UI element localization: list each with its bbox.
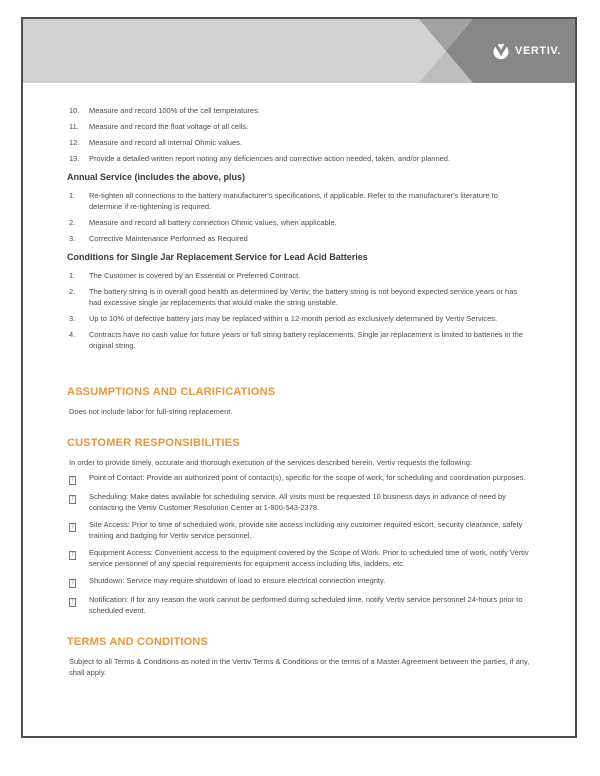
list-item-text: The battery string is in overall good health as determined by Vertiv; the battery string is not beyond expected service years or has had excessive single jar replacements that would make the string unstable. [89, 287, 518, 307]
list-item-text: Measure and record 100% of the cell temperatures. [89, 106, 260, 115]
bullet-item [69, 594, 531, 616]
bullet-text: Shutdown: Service may require shutdown of load to ensure electrical connection integrity. [89, 576, 386, 585]
document-page [21, 17, 577, 738]
list-item-text: Corrective Maintenance Performed as Required [89, 234, 248, 243]
list-item-text: Up to 10% of defective battery jars may be replaced within a 12-month period as exclusively determined by Vertiv Services. [89, 314, 498, 323]
bullet-text: Site Access: Prior to time of scheduled work, provide site access including any customer required escort, security clearance, safety training and badging for Vertiv service personnel. [89, 520, 523, 540]
list-item [69, 121, 531, 132]
list-item-number: 3. [69, 314, 76, 323]
assumptions-heading: ASSUMPTIONS AND CLARIFICATIONS [67, 386, 276, 398]
list-item-text: Measure and record all battery connection Ohmic values, when applicable. [89, 218, 337, 227]
conditions-heading: Conditions for Single Jar Replacement Service for Lead Acid Batteries [67, 252, 368, 262]
bullet-text: Point of Contact: Provide an authorized point of contact(s), specific for the scope of work, for scheduling and coordination purposes. [89, 473, 526, 482]
bullet-item [69, 575, 531, 588]
list-item-number: 1. [69, 271, 76, 280]
list-item-text: Provide a detailed written report noting any deficiencies and corrective action needed, taken, and/or planned. [89, 154, 451, 163]
list-item [69, 313, 531, 324]
bullet-text: Equipment Access: Convenient access to the equipment covered by the Scope of Work. Prior to scheduled time of work, notify Vertiv service personnel of any special requirements for equipment access including lifts, ladders, etc. [89, 548, 529, 568]
vertiv-logo-text: VERTIV. [515, 45, 561, 57]
missing-glyph-bullet-icon: ? [70, 599, 74, 605]
missing-glyph-bullet-icon: ? [70, 496, 74, 502]
list-item-number: 1. [69, 191, 76, 200]
assumptions-body: Does not include labor for full-string replacement. [69, 407, 233, 416]
vertiv-logo [492, 19, 561, 83]
terms-heading: TERMS AND CONDITIONS [67, 636, 209, 648]
bullet-marker [69, 491, 89, 513]
bullet-marker [69, 575, 89, 588]
bullet-item [69, 491, 531, 513]
bullet-item [69, 519, 531, 541]
vertiv-logo-icon [492, 42, 510, 60]
terms-body: Subject to all Terms & Conditions as noted in the Vertiv Terms & Conditions or the terms of a Master Agreement between the parties, if any, shall apply. [69, 657, 530, 677]
list-item-number: 2. [69, 287, 76, 296]
missing-glyph-bullet-icon: ? [70, 552, 74, 558]
list-item [69, 286, 531, 308]
customer-responsibilities-list [69, 472, 531, 616]
bullet-marker [69, 472, 89, 485]
missing-glyph-bullet-icon: ? [70, 580, 74, 586]
list-item [69, 137, 531, 148]
bullet-item [69, 547, 531, 569]
annual-service-heading: Annual Service (includes the above, plus) [67, 172, 246, 182]
list-item-text: Contracts have no cash value for future years or full string battery replacements. Single jar replacement is limited to batteries in the original string. [89, 330, 523, 350]
list-item-number: 4. [69, 330, 76, 339]
bullet-marker [69, 547, 89, 569]
missing-glyph-bullet-icon: ? [70, 524, 74, 530]
page-header [23, 19, 575, 83]
list-item [69, 233, 531, 244]
list-item-text: Measure and record all internal Ohmic values. [89, 138, 242, 147]
list-item [69, 105, 531, 116]
conditions-list [69, 270, 531, 351]
list-item-text: Re-tighten all connections to the battery manufacturer's specifications, if applicable. Refer to the manufacturer's literature to determine if re-tightening is required. [89, 191, 498, 211]
bullet-marker [69, 594, 89, 616]
list-item [69, 329, 531, 351]
list-item-number: 10. [69, 106, 80, 115]
list-item-number: 11. [69, 122, 79, 131]
bullet-text: Scheduling: Make dates available for scheduling service. All visits must be requested 10 business days in advance of need by contacting the Vertiv Customer Resolution Center at 1-800-543-2378. [89, 492, 506, 512]
missing-glyph-bullet-icon: ? [70, 477, 74, 483]
list-item [69, 190, 531, 212]
list-item [69, 153, 531, 164]
bullet-text: Notification: If for any reason the work cannot be performed during scheduled time, notify Vertiv service personnel 24-hours prior to scheduled event. [89, 595, 523, 615]
document-body [23, 83, 575, 678]
list-item [69, 217, 531, 228]
list-item-number: 2. [69, 218, 76, 227]
customer-responsibilities-intro: In order to provide timely, accurate and thorough execution of the services described herein, Vertiv requests the following: [69, 458, 473, 467]
list-item-number: 12. [69, 138, 80, 147]
annual-service-list [69, 190, 531, 244]
bullet-item [69, 472, 531, 485]
general-service-list [69, 105, 531, 164]
list-item-number: 13. [69, 154, 80, 163]
list-item-text: The Customer is covered by an Essential or Preferred Contract. [89, 271, 301, 280]
section-spacer [69, 356, 531, 366]
list-item-number: 3. [69, 234, 76, 243]
list-item [69, 270, 531, 281]
list-item-text: Measure and record the float voltage of all cells. [89, 122, 249, 131]
customer-responsibilities-heading: CUSTOMER RESPONSIBILITIES [67, 437, 240, 449]
bullet-marker [69, 519, 89, 541]
